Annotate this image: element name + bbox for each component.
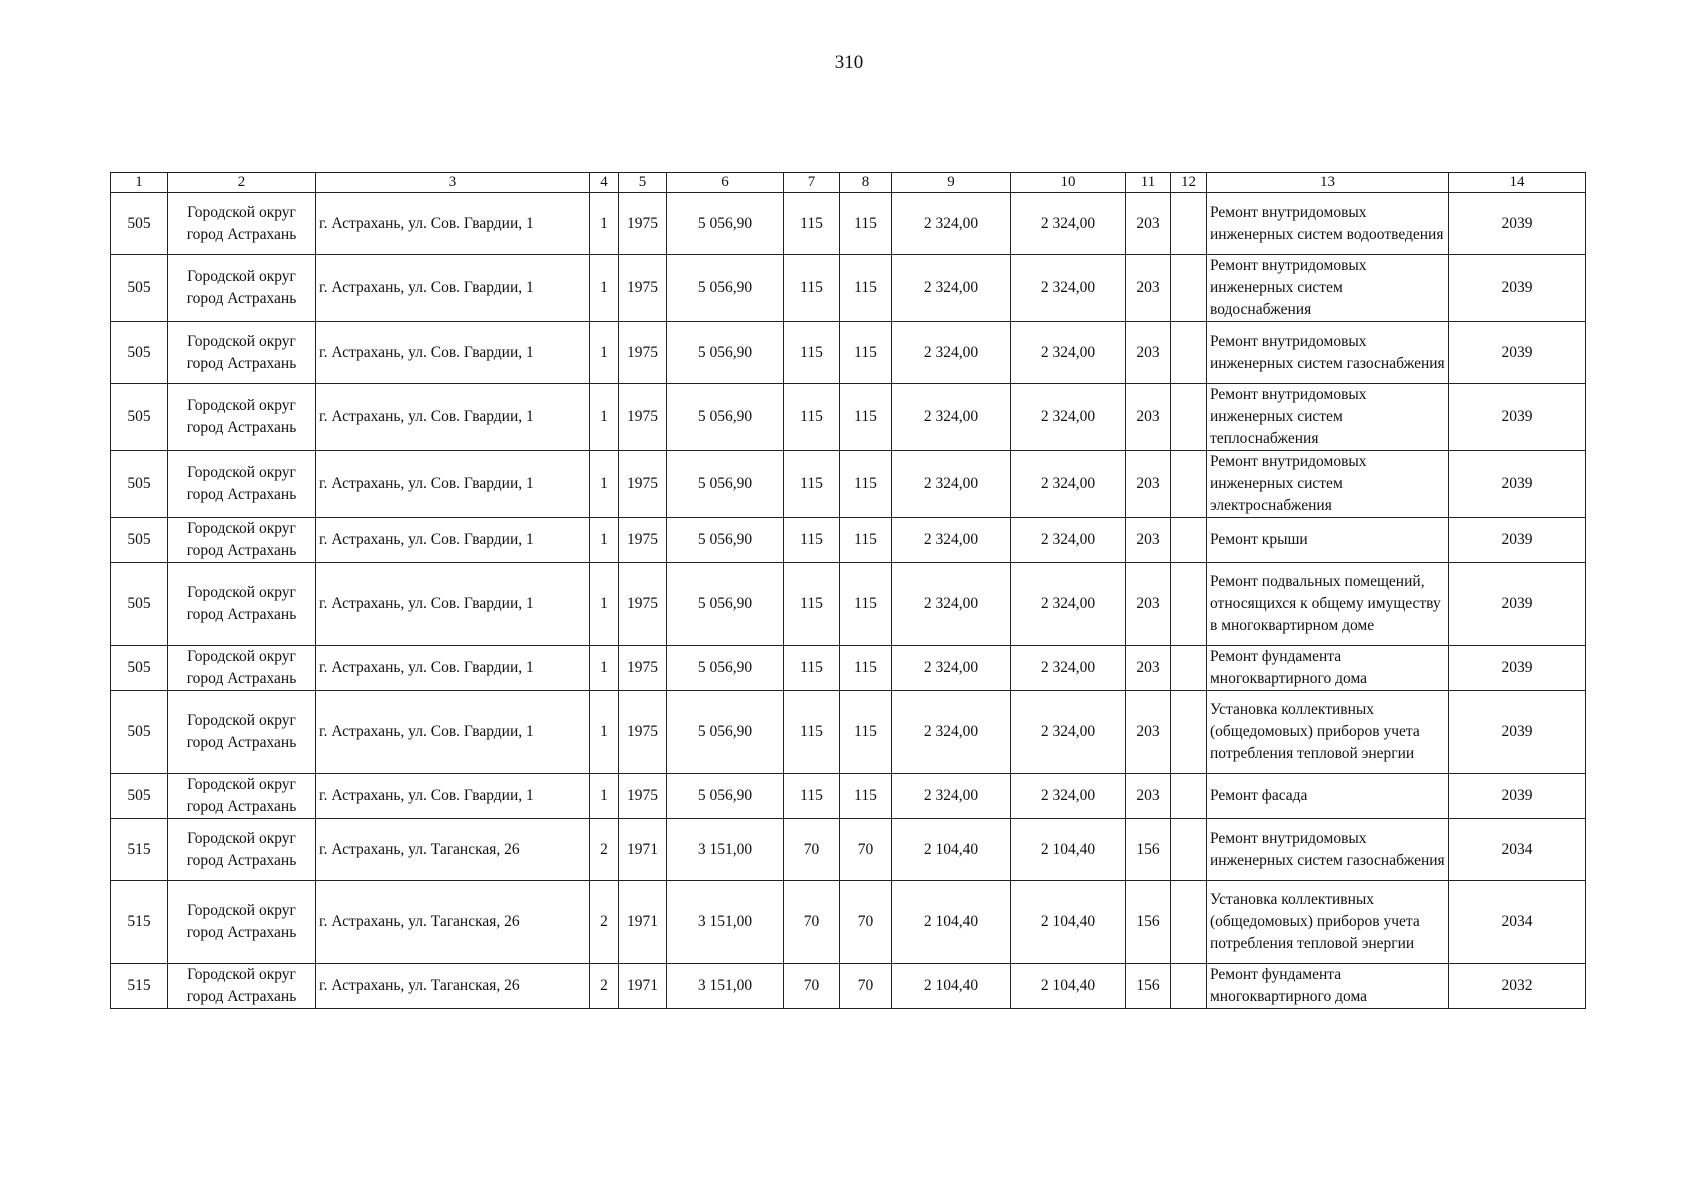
col8-cell: 115 [840, 384, 892, 451]
col9-cell: 2 104,40 [892, 881, 1011, 964]
col7-cell: 70 [784, 819, 840, 881]
col9-cell: 2 324,00 [892, 384, 1011, 451]
address-cell: г. Астрахань, ул. Сов. Гвардии, 1 [316, 646, 590, 691]
planned-year-cell: 2039 [1449, 322, 1586, 384]
table-row [111, 193, 1586, 255]
col12-cell [1171, 518, 1207, 563]
col4-cell: 1 [590, 322, 619, 384]
year-cell: 1975 [619, 646, 667, 691]
municipality-cell: Городской округ город Астрахань [168, 819, 316, 881]
col11-cell: 203 [1126, 774, 1171, 819]
col8-cell: 115 [840, 451, 892, 518]
row-number-cell: 505 [111, 518, 168, 563]
row-number-cell: 505 [111, 255, 168, 322]
col7-cell: 70 [784, 881, 840, 964]
col8-cell: 70 [840, 964, 892, 1009]
col4-cell: 1 [590, 518, 619, 563]
column-header-13: 13 [1207, 173, 1449, 193]
col4-cell: 1 [590, 563, 619, 646]
planned-year-cell: 2039 [1449, 563, 1586, 646]
col8-cell: 70 [840, 881, 892, 964]
table-row [111, 881, 1586, 964]
col12-cell [1171, 819, 1207, 881]
col11-cell: 203 [1126, 691, 1171, 774]
col12-cell [1171, 646, 1207, 691]
address-cell: г. Астрахань, ул. Сов. Гвардии, 1 [316, 451, 590, 518]
area-cell: 5 056,90 [667, 255, 784, 322]
col8-cell: 115 [840, 322, 892, 384]
col12-cell [1171, 563, 1207, 646]
table-row [111, 255, 1586, 322]
col9-cell: 2 104,40 [892, 964, 1011, 1009]
col7-cell: 115 [784, 691, 840, 774]
planned-year-cell: 2039 [1449, 384, 1586, 451]
address-cell: г. Астрахань, ул. Сов. Гвардии, 1 [316, 384, 590, 451]
col9-cell: 2 324,00 [892, 255, 1011, 322]
year-cell: 1975 [619, 384, 667, 451]
work-type-cell: Ремонт крыши [1207, 518, 1449, 563]
col7-cell: 115 [784, 193, 840, 255]
year-cell: 1971 [619, 964, 667, 1009]
area-cell: 5 056,90 [667, 322, 784, 384]
col10-cell: 2 324,00 [1011, 774, 1126, 819]
table-row [111, 322, 1586, 384]
col8-cell: 115 [840, 691, 892, 774]
col4-cell: 2 [590, 964, 619, 1009]
year-cell: 1975 [619, 691, 667, 774]
area-cell: 5 056,90 [667, 384, 784, 451]
table-row [111, 964, 1586, 1009]
row-number-cell: 515 [111, 881, 168, 964]
area-cell: 3 151,00 [667, 819, 784, 881]
col4-cell: 1 [590, 384, 619, 451]
col12-cell [1171, 774, 1207, 819]
column-header-11: 11 [1126, 173, 1171, 193]
table-row [111, 646, 1586, 691]
col4-cell: 1 [590, 451, 619, 518]
col4-cell: 2 [590, 881, 619, 964]
column-header-3: 3 [316, 173, 590, 193]
row-number-cell: 505 [111, 691, 168, 774]
address-cell: г. Астрахань, ул. Сов. Гвардии, 1 [316, 193, 590, 255]
work-type-cell: Установка коллективных (общедомовых) приборов учета потребления тепловой энергии [1207, 691, 1449, 774]
address-cell: г. Астрахань, ул. Сов. Гвардии, 1 [316, 691, 590, 774]
row-number-cell: 515 [111, 819, 168, 881]
area-cell: 3 151,00 [667, 881, 784, 964]
col8-cell: 115 [840, 518, 892, 563]
col10-cell: 2 104,40 [1011, 964, 1126, 1009]
col7-cell: 115 [784, 384, 840, 451]
col10-cell: 2 324,00 [1011, 518, 1126, 563]
area-cell: 5 056,90 [667, 563, 784, 646]
table-body [111, 193, 1586, 1009]
col7-cell: 115 [784, 322, 840, 384]
municipality-cell: Городской округ город Астрахань [168, 255, 316, 322]
col4-cell: 1 [590, 691, 619, 774]
municipality-cell: Городской округ город Астрахань [168, 563, 316, 646]
col7-cell: 115 [784, 518, 840, 563]
table-row [111, 518, 1586, 563]
col11-cell: 156 [1126, 881, 1171, 964]
col8-cell: 115 [840, 563, 892, 646]
municipality-cell: Городской округ город Астрахань [168, 451, 316, 518]
col10-cell: 2 324,00 [1011, 384, 1126, 451]
table-row [111, 691, 1586, 774]
area-cell: 5 056,90 [667, 451, 784, 518]
address-cell: г. Астрахань, ул. Таганская, 26 [316, 819, 590, 881]
table-row [111, 451, 1586, 518]
address-cell: г. Астрахань, ул. Сов. Гвардии, 1 [316, 774, 590, 819]
row-number-cell: 505 [111, 563, 168, 646]
column-header-14: 14 [1449, 173, 1586, 193]
year-cell: 1975 [619, 255, 667, 322]
planned-year-cell: 2039 [1449, 518, 1586, 563]
year-cell: 1975 [619, 451, 667, 518]
column-header-5: 5 [619, 173, 667, 193]
work-type-cell: Ремонт внутридомовых инженерных систем электроснабжения [1207, 451, 1449, 518]
row-number-cell: 505 [111, 646, 168, 691]
col11-cell: 203 [1126, 451, 1171, 518]
year-cell: 1975 [619, 518, 667, 563]
col9-cell: 2 104,40 [892, 819, 1011, 881]
area-cell: 5 056,90 [667, 193, 784, 255]
col10-cell: 2 324,00 [1011, 451, 1126, 518]
work-type-cell: Ремонт внутридомовых инженерных систем водоотведения [1207, 193, 1449, 255]
col7-cell: 115 [784, 563, 840, 646]
col9-cell: 2 324,00 [892, 774, 1011, 819]
repair-program-table [110, 172, 1586, 1009]
planned-year-cell: 2039 [1449, 774, 1586, 819]
row-number-cell: 505 [111, 384, 168, 451]
col7-cell: 115 [784, 646, 840, 691]
col9-cell: 2 324,00 [892, 518, 1011, 563]
table-row [111, 563, 1586, 646]
municipality-cell: Городской округ город Астрахань [168, 774, 316, 819]
work-type-cell: Ремонт фундамента многоквартирного дома [1207, 964, 1449, 1009]
row-number-cell: 505 [111, 451, 168, 518]
planned-year-cell: 2039 [1449, 646, 1586, 691]
col11-cell: 203 [1126, 518, 1171, 563]
col11-cell: 203 [1126, 563, 1171, 646]
column-header-9: 9 [892, 173, 1011, 193]
column-number-row [111, 173, 1586, 193]
area-cell: 5 056,90 [667, 646, 784, 691]
col7-cell: 115 [784, 451, 840, 518]
table-row [111, 384, 1586, 451]
col9-cell: 2 324,00 [892, 193, 1011, 255]
col9-cell: 2 324,00 [892, 646, 1011, 691]
planned-year-cell: 2039 [1449, 255, 1586, 322]
area-cell: 5 056,90 [667, 518, 784, 563]
col10-cell: 2 324,00 [1011, 691, 1126, 774]
col11-cell: 203 [1126, 322, 1171, 384]
col9-cell: 2 324,00 [892, 322, 1011, 384]
row-number-cell: 505 [111, 774, 168, 819]
col11-cell: 156 [1126, 964, 1171, 1009]
year-cell: 1975 [619, 193, 667, 255]
col10-cell: 2 324,00 [1011, 563, 1126, 646]
column-header-8: 8 [840, 173, 892, 193]
col12-cell [1171, 193, 1207, 255]
column-header-6: 6 [667, 173, 784, 193]
column-header-7: 7 [784, 173, 840, 193]
planned-year-cell: 2034 [1449, 881, 1586, 964]
col7-cell: 70 [784, 964, 840, 1009]
col10-cell: 2 104,40 [1011, 881, 1126, 964]
col9-cell: 2 324,00 [892, 563, 1011, 646]
municipality-cell: Городской округ город Астрахань [168, 193, 316, 255]
area-cell: 3 151,00 [667, 964, 784, 1009]
address-cell: г. Астрахань, ул. Таганская, 26 [316, 964, 590, 1009]
planned-year-cell: 2039 [1449, 691, 1586, 774]
municipality-cell: Городской округ город Астрахань [168, 322, 316, 384]
area-cell: 5 056,90 [667, 774, 784, 819]
column-header-12: 12 [1171, 173, 1207, 193]
col12-cell [1171, 322, 1207, 384]
col12-cell [1171, 384, 1207, 451]
col11-cell: 203 [1126, 384, 1171, 451]
col12-cell [1171, 691, 1207, 774]
col10-cell: 2 324,00 [1011, 646, 1126, 691]
col4-cell: 1 [590, 193, 619, 255]
work-type-cell: Ремонт внутридомовых инженерных систем газоснабжения [1207, 322, 1449, 384]
address-cell: г. Астрахань, ул. Сов. Гвардии, 1 [316, 518, 590, 563]
col11-cell: 156 [1126, 819, 1171, 881]
col12-cell [1171, 255, 1207, 322]
col8-cell: 115 [840, 255, 892, 322]
address-cell: г. Астрахань, ул. Сов. Гвардии, 1 [316, 255, 590, 322]
col9-cell: 2 324,00 [892, 451, 1011, 518]
table-row [111, 774, 1586, 819]
col8-cell: 115 [840, 193, 892, 255]
column-header-10: 10 [1011, 173, 1126, 193]
col7-cell: 115 [784, 774, 840, 819]
col10-cell: 2 324,00 [1011, 193, 1126, 255]
work-type-cell: Ремонт подвальных помещений, относящихся к общему имуществу в многоквартирном доме [1207, 563, 1449, 646]
col11-cell: 203 [1126, 646, 1171, 691]
area-cell: 5 056,90 [667, 691, 784, 774]
work-type-cell: Ремонт фундамента многоквартирного дома [1207, 646, 1449, 691]
row-number-cell: 505 [111, 193, 168, 255]
col7-cell: 115 [784, 255, 840, 322]
col12-cell [1171, 451, 1207, 518]
work-type-cell: Ремонт внутридомовых инженерных систем теплоснабжения [1207, 384, 1449, 451]
work-type-cell: Ремонт внутридомовых инженерных систем водоснабжения [1207, 255, 1449, 322]
year-cell: 1975 [619, 563, 667, 646]
col4-cell: 1 [590, 255, 619, 322]
col4-cell: 1 [590, 646, 619, 691]
address-cell: г. Астрахань, ул. Сов. Гвардии, 1 [316, 563, 590, 646]
address-cell: г. Астрахань, ул. Сов. Гвардии, 1 [316, 322, 590, 384]
col9-cell: 2 324,00 [892, 691, 1011, 774]
year-cell: 1975 [619, 774, 667, 819]
col11-cell: 203 [1126, 255, 1171, 322]
municipality-cell: Городской округ город Астрахань [168, 881, 316, 964]
page-number: 310 [834, 52, 864, 73]
planned-year-cell: 2039 [1449, 451, 1586, 518]
planned-year-cell: 2032 [1449, 964, 1586, 1009]
col10-cell: 2 104,40 [1011, 819, 1126, 881]
column-header-4: 4 [590, 173, 619, 193]
municipality-cell: Городской округ город Астрахань [168, 518, 316, 563]
year-cell: 1971 [619, 881, 667, 964]
address-cell: г. Астрахань, ул. Таганская, 26 [316, 881, 590, 964]
col4-cell: 2 [590, 819, 619, 881]
row-number-cell: 515 [111, 964, 168, 1009]
col11-cell: 203 [1126, 193, 1171, 255]
col8-cell: 70 [840, 819, 892, 881]
table-row [111, 819, 1586, 881]
col8-cell: 115 [840, 646, 892, 691]
municipality-cell: Городской округ город Астрахань [168, 646, 316, 691]
municipality-cell: Городской округ город Астрахань [168, 691, 316, 774]
col12-cell [1171, 881, 1207, 964]
planned-year-cell: 2039 [1449, 193, 1586, 255]
work-type-cell: Ремонт фасада [1207, 774, 1449, 819]
municipality-cell: Городской округ город Астрахань [168, 964, 316, 1009]
work-type-cell: Установка коллективных (общедомовых) приборов учета потребления тепловой энергии [1207, 881, 1449, 964]
municipality-cell: Городской округ город Астрахань [168, 384, 316, 451]
col12-cell [1171, 964, 1207, 1009]
col8-cell: 115 [840, 774, 892, 819]
row-number-cell: 505 [111, 322, 168, 384]
col10-cell: 2 324,00 [1011, 322, 1126, 384]
col4-cell: 1 [590, 774, 619, 819]
col10-cell: 2 324,00 [1011, 255, 1126, 322]
column-header-2: 2 [168, 173, 316, 193]
planned-year-cell: 2034 [1449, 819, 1586, 881]
column-header-1: 1 [111, 173, 168, 193]
work-type-cell: Ремонт внутридомовых инженерных систем газоснабжения [1207, 819, 1449, 881]
year-cell: 1971 [619, 819, 667, 881]
year-cell: 1975 [619, 322, 667, 384]
